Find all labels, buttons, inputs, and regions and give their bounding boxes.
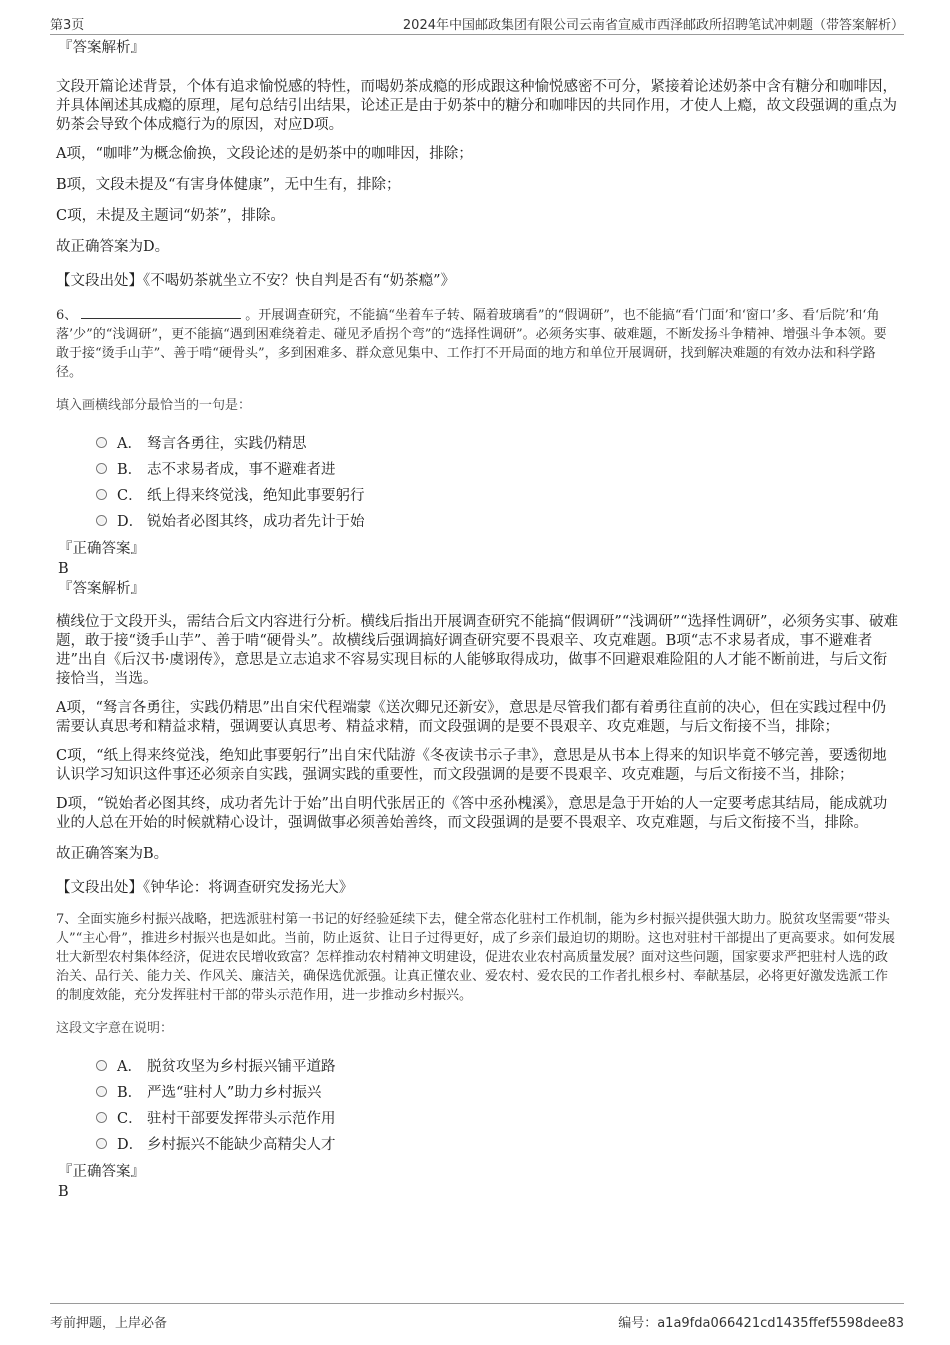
question-6: [56, 305, 898, 898]
analysis-paragraph: D项，“锐始者必图其终，成功者先计于始”出自明代张居正的《答中丞孙槐溪》，意思是急于开始的人一定要考虑其结局，能成就功业的人总在开始的时候就精心设计，强调做事必须善始善终，而文段强调的是要不畏艰辛、攻克难题，与后文衔接不当，排除。: [56, 796, 888, 831]
analysis-paragraph: C项，未提及主题词“奶茶”，排除。: [56, 208, 285, 224]
option-a[interactable]: A． 驽言各勇往，实践仍精思: [96, 429, 898, 455]
option-text: 志不求易者成，事不避难者进: [147, 461, 336, 478]
analysis-paragraph: 文段开篇论述背景，个体有追求愉悦感的特性，而喝奶茶成瘾的形成跟这种愉悦感密不可分，紧接着论述奶茶中含有糖分和咖啡因，并具体阐述其成瘾的原理，尾句总结引出结果，论述正是由于奶茶中的糖分和咖啡因的共同作用，才使人上瘾，故文段强调的重点为奶茶会导致个体成瘾行为的原因，对应D项。: [56, 79, 897, 133]
option-text: 脱贫攻坚为乡村振兴铺平道路: [147, 1058, 336, 1075]
analysis-paragraph: B项，文段未提及“有害身体健康”，无中生有，排除；: [56, 177, 401, 193]
source-citation: 【文段出处】《钟华论：将调查研究发扬光大》: [56, 880, 354, 896]
question-prompt: 这段文字意在说明：: [56, 1021, 174, 1036]
option-a[interactable]: A． 脱贫攻坚为乡村振兴铺平道路: [96, 1052, 898, 1078]
correct-answer: B: [58, 1184, 69, 1200]
radio-icon[interactable]: [96, 1086, 107, 1097]
source-citation: 【文段出处】《不喝奶茶就坐立不安？快自判是否有“奶茶瘾”》: [56, 273, 456, 289]
correct-answer-statement: 故正确答案为D。: [56, 239, 170, 255]
fill-blank: [81, 305, 241, 319]
question-text: [56, 305, 898, 382]
page-footer: [50, 1303, 904, 1330]
question-body: 。开展调查研究，不能搞“坐着车子转、隔着玻璃看”的“假调研”，也不能搞“看‘门面’和‘窗口’多、看‘后院’和‘角落’少”的“浅调研”，更不能搞“遇到困难绕着走、碰见矛盾拐个弯”的“选择性调研”。必须务实事、破难题，不断发扬斗争精神、增强斗争本领。要敢于接“烫手山芋”、善于啃“硬骨头”，多到困难多、群众意见集中、工作打不开局面的地方和单位开展调研，找到解决难题的有效办法和科学路径。: [56, 308, 887, 380]
option-text: 乡村振兴不能缺少高精尖人才: [147, 1136, 336, 1153]
option-c[interactable]: C． 纸上得来终觉浅，绝知此事要躬行: [96, 481, 898, 507]
correct-answer-label: 『正确答案』: [58, 541, 145, 557]
analysis-paragraph: 横线位于文段开头，需结合后文内容进行分析。横线后指出开展调查研究不能搞“假调研”“浅调研”“选择性调研”，必须务实事、破难题，敢于接“烫手山芋”、善于啃“硬骨头”。故横线后强调搞好调查研究要不畏艰辛、攻克难题。B项“志不求易者成，事不避难者进”出自《后汉书·虞诩传》，意思是立志追求不容易实现目标的人能够取得成功，做事不回避艰难险阻的人才能不断前进，与后文衔接恰当，当选。: [56, 614, 898, 687]
radio-icon[interactable]: [96, 1060, 107, 1071]
page-number: 第3页: [50, 18, 85, 33]
analysis-paragraph: A项，“咖啡”为概念偷换，文段论述的是奶茶中的咖啡因，排除；: [56, 146, 473, 162]
footer-slogan: 考前押题，上岸必备: [50, 1316, 168, 1331]
page-header: [50, 12, 904, 35]
question-body: 全面实施乡村振兴战略，把选派驻村第一书记的好经验延续下去，健全常态化驻村工作机制，能为乡村振兴提供强大助力。脱贫攻坚需要“带头人”“主心骨”，推进乡村振兴也是如此。当前，防止返贫、让日子过得更好，成了乡亲们最迫切的期盼。这也对驻村干部提出了更高要求。如何发展壮大新型农村集体经济，促进农民增收致富？怎样推动农村精神文明建设，促进农业农村高质量发展？面对这些问题，国家要求严把驻村人选的政治关、品行关、能力关、作风关、廉洁关，确保选优派强。让真正懂农业、爱农村、爱农民的工作者扎根乡村、奉献基层，必将更好激发选派工作的制度效能，充分发挥驻村干部的带头示范作用，进一步推动乡村振兴。: [56, 912, 895, 1003]
option-d[interactable]: D． 乡村振兴不能缺少高精尖人才: [96, 1130, 898, 1156]
option-b[interactable]: B． 志不求易者成，事不避难者进: [96, 455, 898, 481]
analysis-label: 『答案解析』: [58, 40, 145, 56]
radio-icon[interactable]: [96, 1112, 107, 1123]
option-list: [96, 429, 898, 533]
option-b[interactable]: B． 严选“驻村人”助力乡村振兴: [96, 1078, 898, 1104]
document-id: 编号：a1a9fda066421cd1435ffef5598dee83: [618, 1316, 904, 1331]
radio-icon[interactable]: [96, 515, 107, 526]
main-content: [56, 38, 898, 1202]
option-text: 驻村干部要发挥带头示范作用: [147, 1110, 336, 1127]
option-list: [96, 1052, 898, 1156]
document-title: 2024年中国邮政集团有限公司云南省宣威市西泽邮政所招聘笔试冲刺题（带答案解析）: [402, 18, 904, 33]
question-prompt: 填入画横线部分最恰当的一句是：: [56, 398, 252, 413]
q5-analysis: [56, 38, 898, 291]
analysis-paragraph: C项，“纸上得来终觉浅，绝知此事要躬行”出自宋代陆游《冬夜读书示子聿》，意思是从书本上得来的知识毕竟不够完善，要透彻地认识学习知识这件事还必须亲自实践，强调实践的重要性，而文段强调的是要不畏艰辛、攻克难题，与后文衔接不当，排除；: [56, 748, 887, 783]
question-7: [56, 910, 898, 1202]
radio-icon[interactable]: [96, 489, 107, 500]
question-text: [56, 910, 898, 1005]
option-text: 驽言各勇往，实践仍精思: [147, 435, 307, 452]
radio-icon[interactable]: [96, 463, 107, 474]
correct-answer: B: [58, 561, 69, 577]
question-number: 7、: [56, 912, 78, 927]
option-text: 纸上得来终觉浅，绝知此事要躬行: [147, 487, 365, 504]
option-text: 锐始者必图其终，成功者先计于始: [147, 513, 365, 530]
option-text: 严选“驻村人”助力乡村振兴: [147, 1084, 322, 1101]
radio-icon[interactable]: [96, 437, 107, 448]
analysis-label: 『答案解析』: [58, 581, 145, 597]
question-number: 6、: [56, 308, 78, 323]
option-c[interactable]: C． 驻村干部要发挥带头示范作用: [96, 1104, 898, 1130]
correct-answer-statement: 故正确答案为B。: [56, 846, 169, 862]
analysis-paragraph: A项，“驽言各勇往，实践仍精思”出自宋代程端蒙《送次卿兄还新安》，意思是尽管我们都有着勇往直前的决心，但在实践过程中仍需要认真思考和精益求精，强调要认真思考、精益求精，而文段强调的是要不畏艰辛、攻克难题，与后文衔接不当，排除；: [56, 700, 887, 735]
radio-icon[interactable]: [96, 1138, 107, 1149]
option-d[interactable]: D． 锐始者必图其终，成功者先计于始: [96, 507, 898, 533]
correct-answer-label: 『正确答案』: [58, 1164, 145, 1180]
